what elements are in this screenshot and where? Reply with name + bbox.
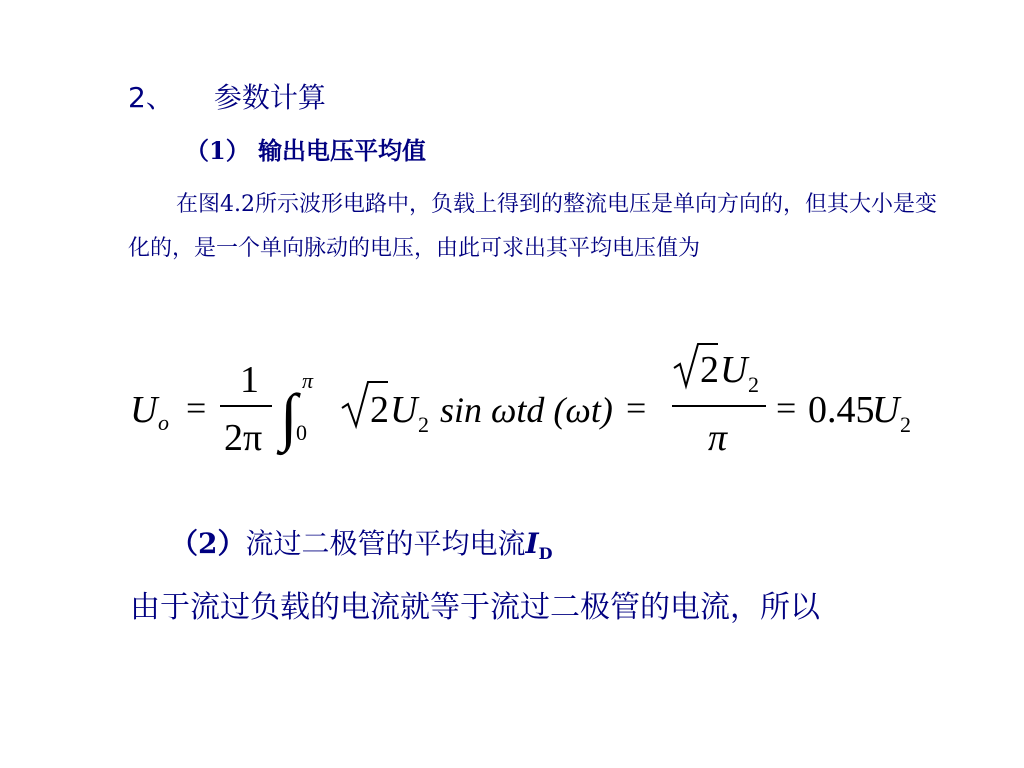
- formula-lhs-symbol: U: [130, 389, 158, 431]
- subsection-1-label: （1）: [185, 136, 250, 165]
- formula-integrand-rest: sin ωtd (ωt): [440, 390, 613, 430]
- formula-mid-num-coef: 2: [700, 349, 719, 391]
- formula-frac-numerator: 1: [240, 359, 259, 401]
- formula-mid-num-var: U: [720, 349, 748, 391]
- subsection-1-title: 输出电压平均值: [258, 136, 427, 165]
- formula-integral-lower: 0: [296, 420, 307, 445]
- subsection-2-label: （2）: [170, 527, 246, 560]
- subsection-2-heading: [170, 522, 552, 563]
- formula-integral-upper: π: [302, 368, 314, 393]
- formula-integrand-sub: 2: [418, 412, 429, 437]
- formula-lhs-sub: o: [158, 410, 169, 435]
- formula-integrand-coef: 2: [370, 389, 389, 431]
- paragraph-2: 由于流过负载的电流就等于流过二极管的电流，所以: [130, 590, 820, 625]
- formula-result-sub: 2: [900, 412, 911, 437]
- formula-frac-denominator: 2π: [224, 417, 263, 459]
- formula-result-value: 0.45: [808, 389, 875, 431]
- average-voltage-formula: [120, 338, 940, 466]
- section-title: 参数计算: [213, 81, 326, 114]
- subsection-2-symbol-sub: D: [538, 544, 553, 563]
- subsection-2-title: 流过二极管的平均电流: [245, 527, 526, 560]
- formula-equals-3: =: [776, 388, 797, 428]
- section-number: 2、: [128, 81, 174, 114]
- formula-result-var: U: [872, 389, 900, 431]
- subsection-1-heading: [185, 131, 426, 166]
- formula-mid-denominator: π: [708, 417, 728, 459]
- formula-equals-2: =: [626, 388, 647, 428]
- formula-equals-1: =: [186, 388, 207, 428]
- section-heading: [128, 76, 326, 116]
- subsection-2-symbol: I: [525, 527, 539, 560]
- paragraph-1-text: 在图4.2所示波形电路中，负载上得到的整流电压是单向方向的，但其大小是变化的，是一个单向脉动的电压，由此可求出其平均电压值为: [128, 192, 937, 261]
- formula-integrand-var: U: [390, 389, 418, 431]
- integral-sign: ∫: [280, 381, 298, 452]
- paragraph-1: [128, 183, 958, 271]
- formula-mid-num-sub: 2: [748, 372, 759, 397]
